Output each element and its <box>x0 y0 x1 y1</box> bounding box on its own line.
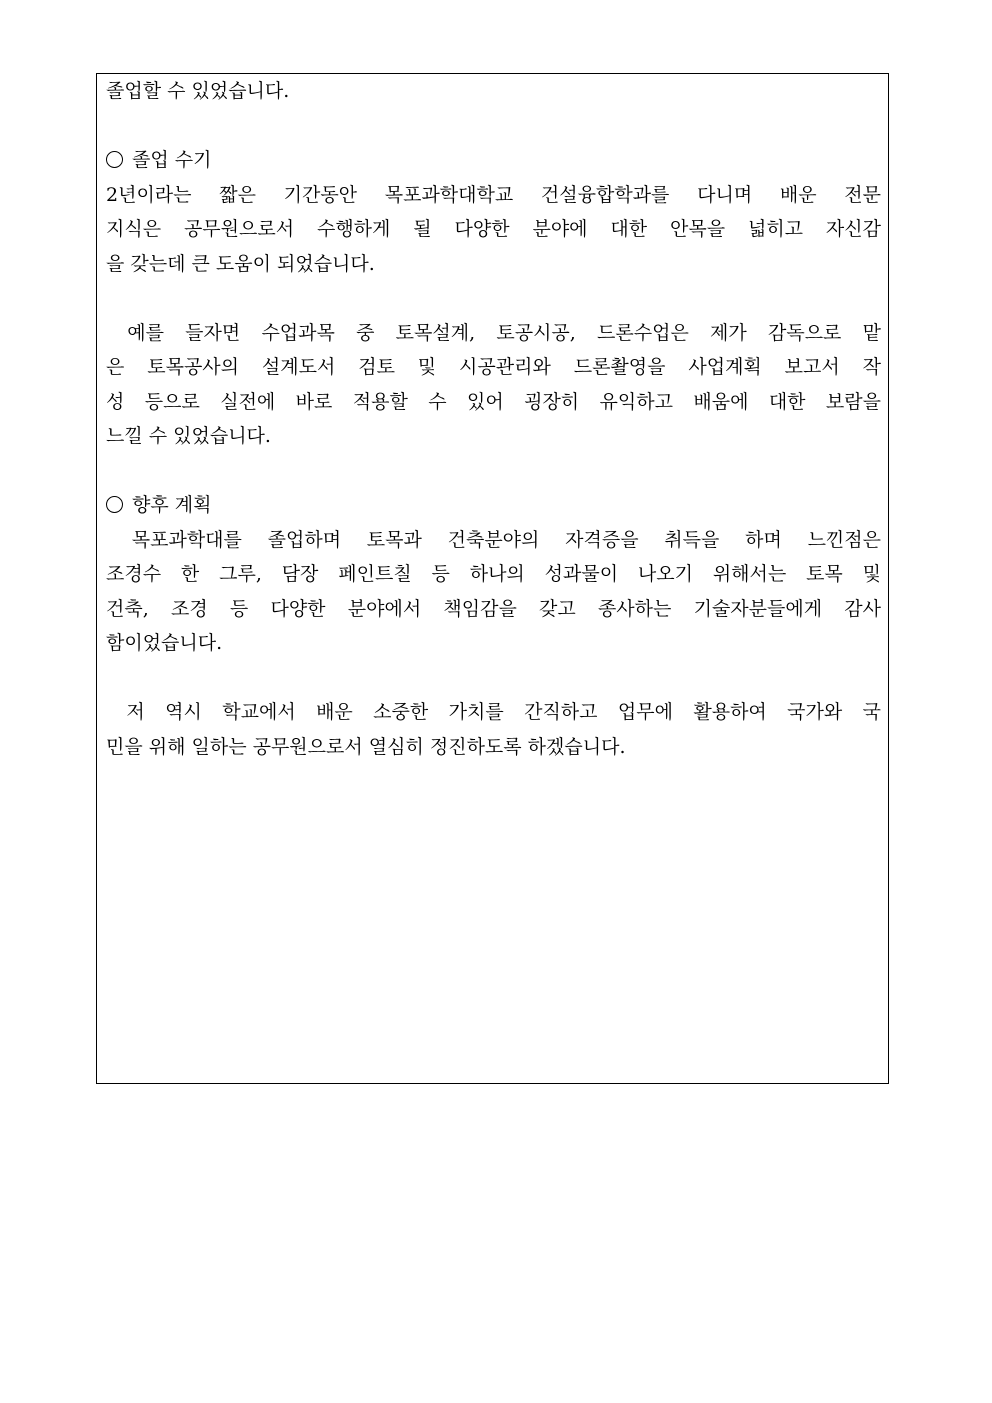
section-heading-text: 향후 계획 <box>132 494 212 516</box>
document-body <box>106 74 881 764</box>
paragraph-line: 목포과학대를 졸업하며 토목과 건축분야의 자격증을 취득을 하며 느낀점은 <box>106 528 881 551</box>
paragraph-line: 저 역시 학교에서 배운 소중한 가치를 간직하고 업무에 활용하여 국가와 국 <box>106 701 881 723</box>
circle-bullet-icon <box>106 496 123 513</box>
blank-line <box>106 661 881 696</box>
intro-tail-line: 졸업할 수 있었습니다. <box>106 80 290 102</box>
section-heading-text: 졸업 수기 <box>132 149 212 171</box>
blank-line <box>106 454 881 489</box>
paragraph-line: 민을 위해 일하는 공무원으로서 열심히 정진하도록 하겠습니다. <box>106 735 626 758</box>
blank-line <box>106 109 881 144</box>
circle-bullet-icon <box>106 151 123 168</box>
blank-line <box>106 281 881 316</box>
paragraph-line: 을 갖는데 큰 도움이 되었습니다. <box>106 252 375 275</box>
paragraph-line: 성 등으로 실전에 바로 적용할 수 있어 굉장히 유익하고 배움에 대한 보람을 <box>106 390 881 413</box>
paragraph-line: 지식은 공무원으로서 수행하게 될 다양한 분야에 대한 안목을 넓히고 자신감 <box>106 218 881 240</box>
paragraph-line: 건축, 조경 등 다양한 분야에서 책임감을 갖고 종사하는 기술자분들에게 감사 <box>106 597 881 620</box>
paragraph-line: 2년이라는 짧은 기간동안 목포과학대학교 건설융합학과를 다니며 배운 전문 <box>106 183 881 206</box>
paragraph-line: 느낄 수 있었습니다. <box>106 425 271 447</box>
section-heading-graduation-essay <box>106 143 881 178</box>
section-heading-future-plans <box>106 488 881 523</box>
paragraph-line: 은 토목공사의 설계도서 검토 및 시공관리와 드론촬영을 사업계획 보고서 작 <box>106 356 881 378</box>
paragraph-line: 예를 들자면 수업과목 중 토목설계, 토공시공, 드론수업은 제가 감독으로 맡 <box>106 321 881 344</box>
document-frame <box>96 73 889 1084</box>
paragraph-line: 조경수 한 그루, 담장 페인트칠 등 하나의 성과물이 나오기 위해서는 토목 및 <box>106 563 881 585</box>
paragraph-line: 함이었습니다. <box>106 632 223 654</box>
